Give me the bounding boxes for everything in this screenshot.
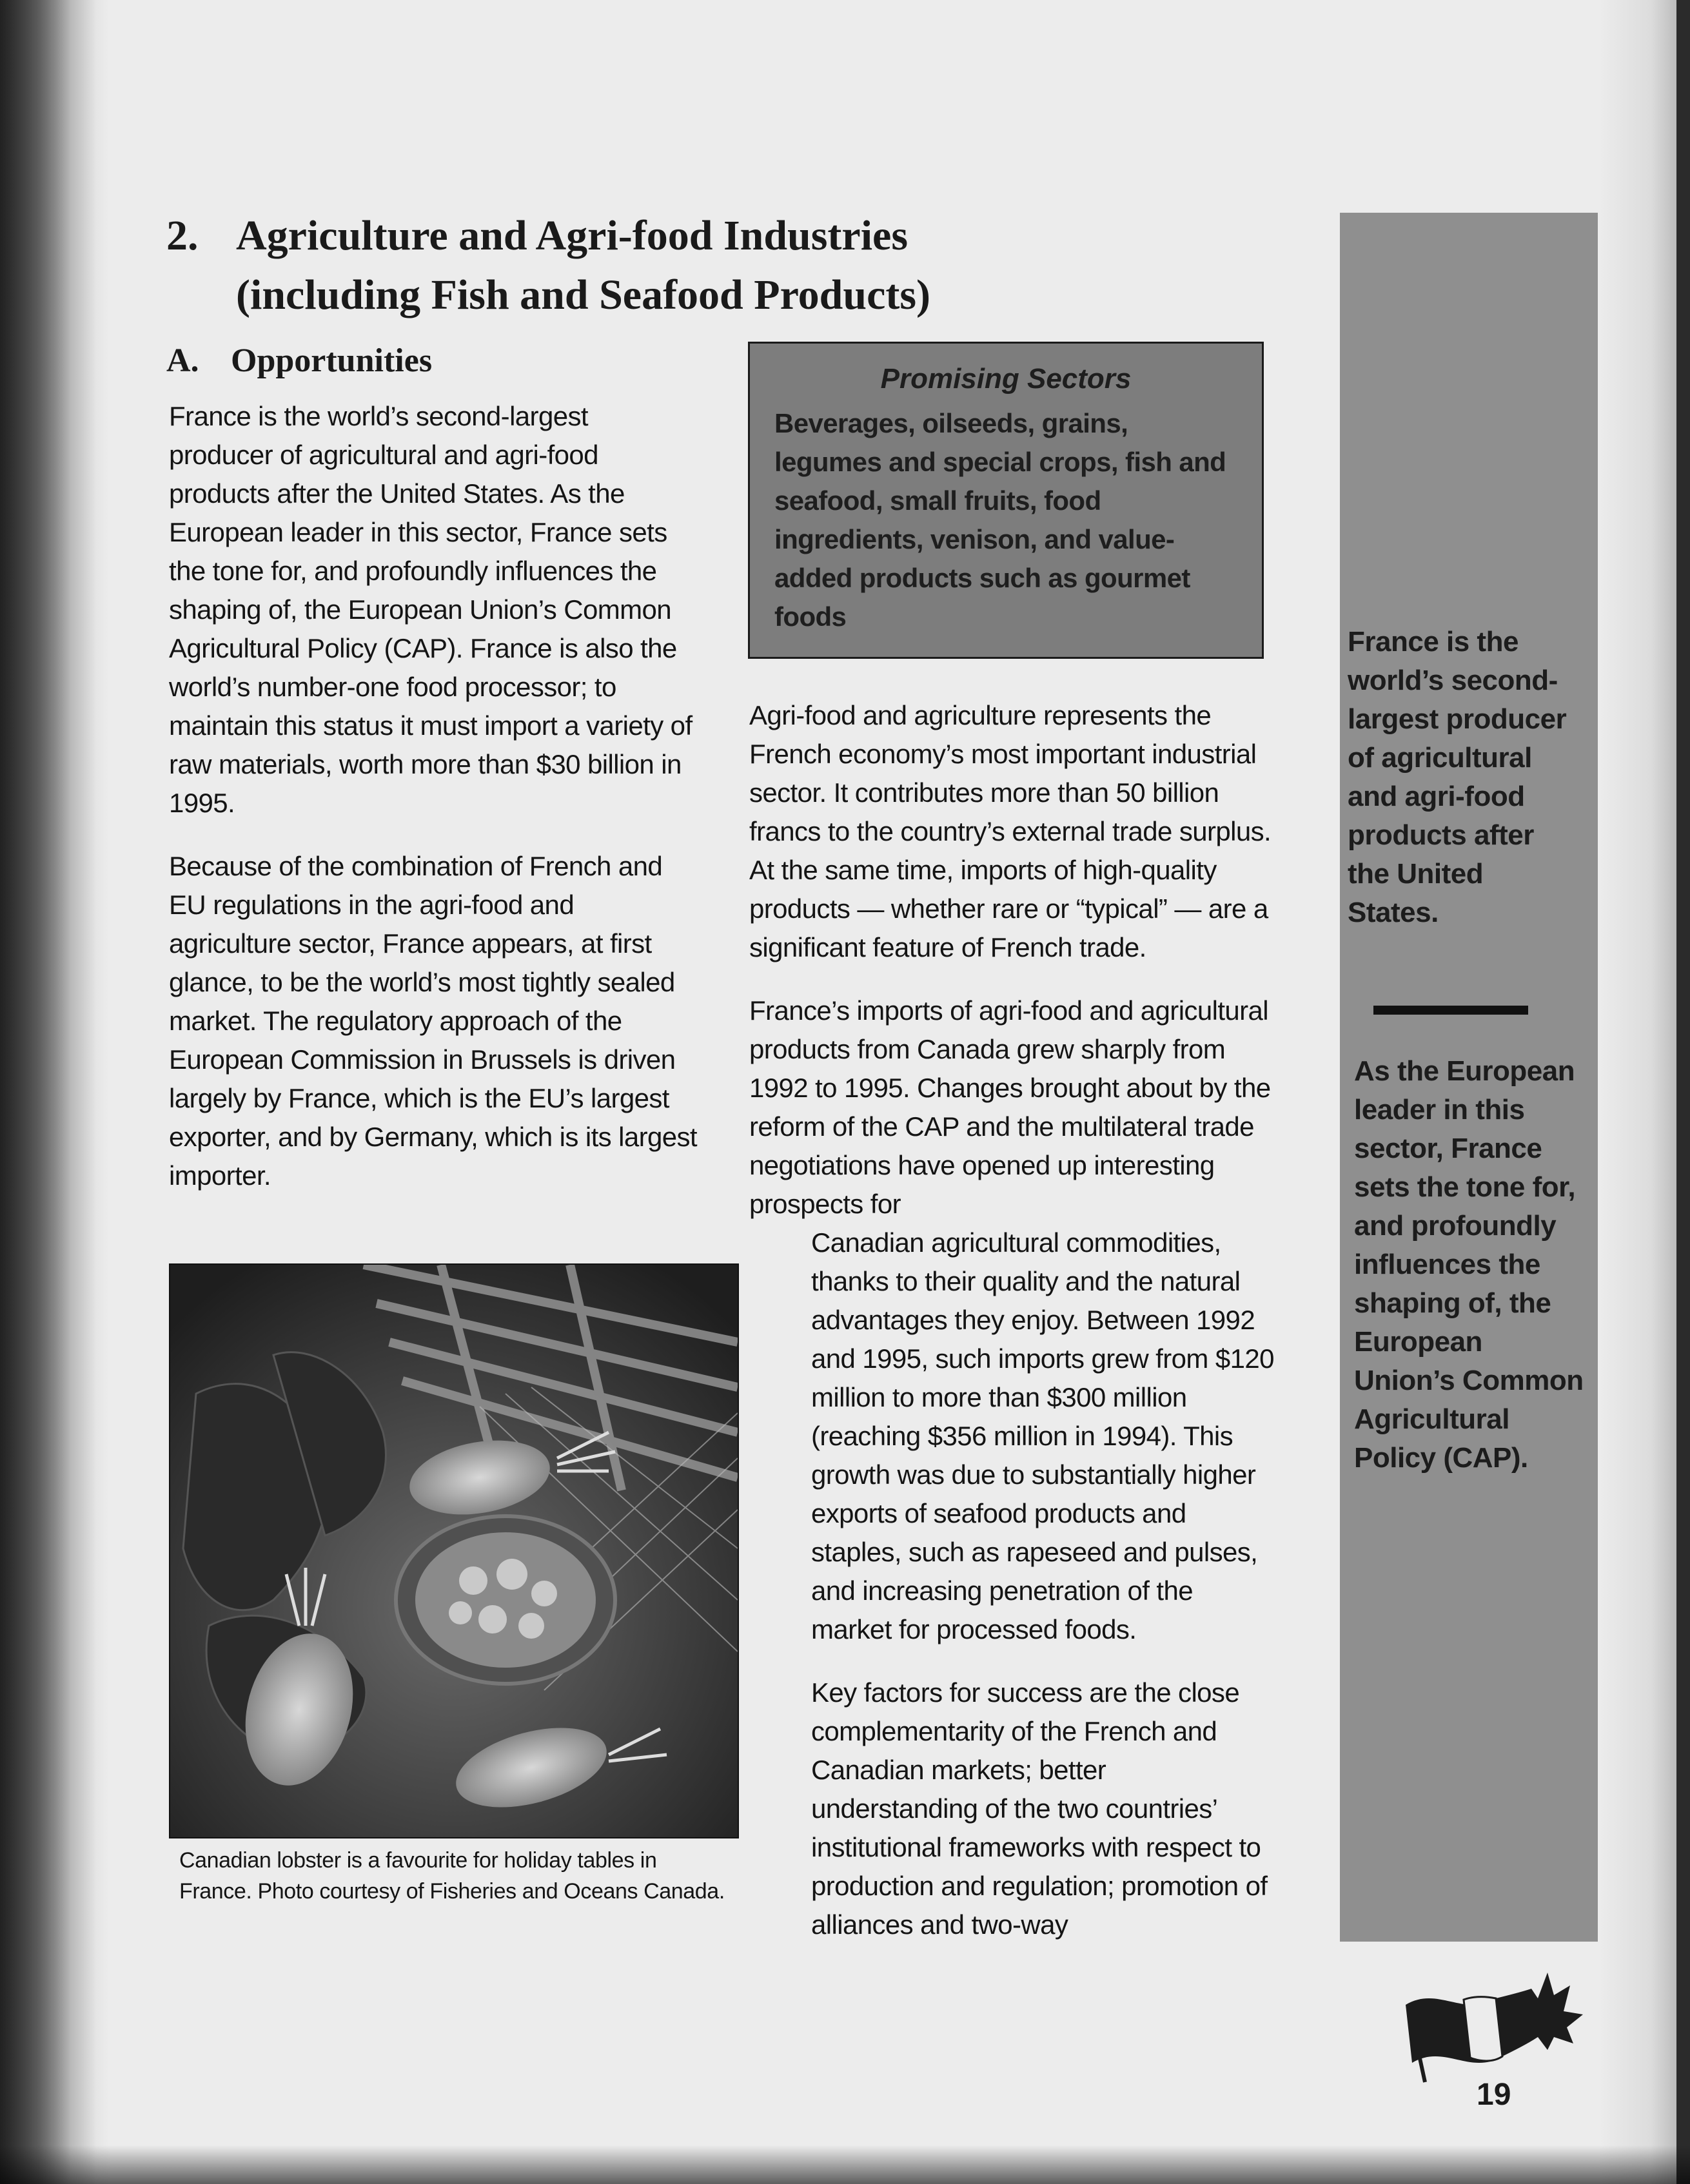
right-paragraph-2a: France’s imports of agri-food and agricultural products from Canada grew sharply from 1992 to 1995. Changes brought about by the reform of the CAP and the multilateral trade negotiations have opened up interesting prospects for [749, 995, 1271, 1219]
left-paragraph-2: Because of the combination of French and EU regulations in the agri-food and agriculture sector, France appears, at first glance, to be the world’s most tightly sealed market. The regulatory approach of the European Commission in Brussels is driven largely by France, which is the EU’s largest exporter, and by Germany, which is its largest importer. [169, 851, 697, 1191]
right-paragraph-1: Agri-food and agriculture represents the French economy’s most important industrial sector. It contributes more than 50 billion francs to the country’s external trade surplus. At the same time, imports of high-quality products — whether rare or “typical” — are a significant feature of French trade. [749, 700, 1272, 962]
section-title-line1: Agriculture and Agri-food Industries [236, 212, 909, 259]
subsection-title: Opportunities [231, 342, 433, 379]
gutter-shadow [0, 0, 97, 2184]
promising-sectors-body: Beverages, oilseeds, grains, legumes and special crops, fish and seafood, small fruits, food ingredients, venison, and value-added products such as gourmet foods [774, 408, 1226, 632]
left-column [169, 397, 698, 1220]
section-number: 2. [166, 212, 199, 259]
right-column [749, 696, 1278, 1969]
pull-quote-2: As the European leader in this sector, France sets the tone for, and profoundly influences the shaping of, the European Union’s Common Agricultural Policy (CAP). [1354, 1055, 1584, 1474]
promising-sectors-box [748, 342, 1264, 659]
sidebar-divider [1373, 1006, 1528, 1015]
left-paragraph-1: France is the world’s second-largest producer of agricultural and agri-food products after the United States. As the European leader in this sector, France sets the tone for, and profoundly influences the shaping of, the European Union’s Common Agricultural Policy (CAP). France is also the world’s number-one food processor; to maintain this status it must import a variety of raw materials, worth more than $30 billion in 1995. [169, 401, 693, 818]
page-number: 19 [1477, 2078, 1511, 2112]
section-title-line2: (including Fish and Seafood Products) [236, 271, 931, 318]
promising-sectors-title: Promising Sectors [880, 363, 1132, 395]
bottom-shadow [0, 2145, 1690, 2184]
lobster-photo-image [170, 1265, 738, 1837]
subsection-letter: A. [166, 342, 199, 379]
section-heading [166, 206, 940, 325]
pull-quote-1: France is the world’s second-largest producer of agricultural and agri-food products after the United States. [1348, 626, 1567, 928]
lobster-photo [169, 1263, 739, 1838]
photo-caption: Canadian lobster is a favourite for holiday tables in France. Photo courtesy of Fisheries and Oceans Canada. [179, 1848, 725, 1904]
pull-quote-sidebar [1340, 213, 1598, 1942]
right-paragraph-2b: Canadian agricultural commodities, thanks to their quality and the natural advantages they enjoy. Between 1992 and 1995, such imports grew from $120 million to more than $300 million (reaching $356 million in 1994). This growth was due to substantially higher exports of seafood products and staples, such as rapeseed and pulses, and increasing penetration of the market for processed foods. [811, 1227, 1274, 1644]
canada-france-flag-icon [1399, 1960, 1593, 2089]
right-paragraph-3: Key factors for success are the close complementarity of the French and Canadian markets; better understanding of the two countries’ institutional frameworks with respect to production and regulation; promotion of alliances and two-way [811, 1677, 1268, 1940]
subsection-heading [166, 342, 432, 380]
